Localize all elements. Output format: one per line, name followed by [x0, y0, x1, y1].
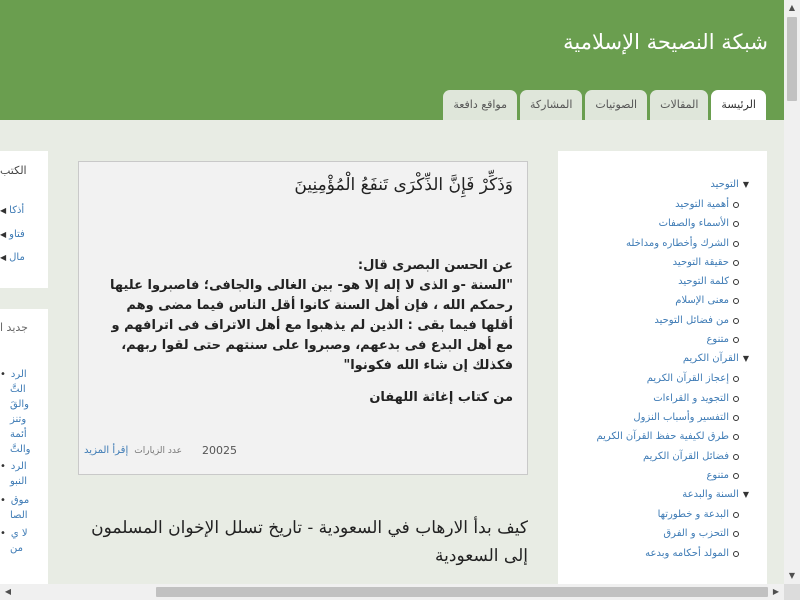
- new-item-link[interactable]: • الرد التَّ والقَ وتنز أئمة والتَّ: [0, 369, 31, 455]
- category-quran[interactable]: ▼القرآن الكريم: [558, 349, 749, 369]
- scroll-down-icon[interactable]: ▼: [788, 571, 796, 580]
- tab-articles[interactable]: المقالات: [650, 90, 708, 120]
- caret-down-icon: ▼: [742, 354, 749, 364]
- books-block: [0, 151, 48, 288]
- subcategory-link[interactable]: من فضائل التوحيد: [558, 311, 749, 330]
- subcategory-link[interactable]: البدعة و خطورتها: [558, 505, 749, 524]
- caret-down-icon: ▼: [742, 490, 749, 500]
- category-group: [558, 485, 749, 563]
- visits-label: عدد الزيارات: [134, 445, 182, 456]
- read-more-link[interactable]: إقرأ المزيد: [84, 445, 129, 456]
- subcategory-link[interactable]: إعجاز القرآن الكريم: [558, 369, 749, 388]
- horizontal-scroll-thumb[interactable]: [156, 587, 768, 597]
- article-line: عن الحسن البصرى قال:: [357, 258, 513, 273]
- scroll-corner: [784, 584, 800, 600]
- subcategory-link[interactable]: الأسماء والصفات: [558, 214, 749, 233]
- subcategory-link[interactable]: كلمة التوحيد: [558, 272, 749, 291]
- block-title: الكتب: [0, 164, 27, 177]
- new-item-link[interactable]: • الرد النبو: [0, 461, 28, 487]
- article-source: من كتاب إغاثة اللهفان: [369, 390, 513, 405]
- article-title: وَذَكِّرْ فَإِنَّ الذِّكْرَى تَنفَعُ الْمُؤْمِنِينَ: [294, 175, 513, 195]
- subcategory-link[interactable]: متنوع: [558, 466, 749, 485]
- subcategory-link[interactable]: معنى الإسلام: [558, 291, 749, 310]
- book-link[interactable]: ◀ فتاو: [0, 229, 25, 240]
- scroll-up-icon[interactable]: ▲: [788, 3, 796, 12]
- new-item-link[interactable]: • لا ي من: [0, 528, 28, 554]
- tab-home[interactable]: الرئيسة: [711, 90, 766, 120]
- subcategory-link[interactable]: التفسير وأسباب النزول: [558, 408, 749, 427]
- second-article-title[interactable]: كيف بدأ الارهاب في السعودية - تاريخ تسلل الإخوان المسلمون إلى السعودية: [91, 518, 528, 566]
- arrow-icon: ◀: [0, 230, 7, 239]
- subcategory-link[interactable]: التجويد و القراءات: [558, 389, 749, 408]
- left-sidebar: [0, 151, 48, 600]
- category-group: [558, 175, 749, 349]
- article-meta: [84, 444, 237, 457]
- subcategory-link[interactable]: التحزب و الفرق: [558, 524, 749, 543]
- subcategory-link[interactable]: فضائل القرآن الكريم: [558, 447, 749, 466]
- tab-audio[interactable]: الصوتيات: [585, 90, 647, 120]
- book-link[interactable]: ◀ أذكا: [0, 205, 25, 216]
- subcategory-link[interactable]: الشرك وأخطاره ومداخله: [558, 234, 749, 253]
- site-title[interactable]: شبكة النصيحة الإسلامية: [563, 30, 768, 54]
- scroll-left-icon[interactable]: ◀: [4, 587, 12, 596]
- block-title: جديد ا: [0, 321, 28, 334]
- vertical-scrollbar[interactable]: [784, 0, 800, 584]
- horizontal-scrollbar[interactable]: [0, 584, 784, 600]
- category-list: [558, 151, 767, 563]
- article-line: "السنة -و الذى لا إله إلا هو- بين الغالى والجافى؛ فاصبروا عليها رحمكم الله ، فإن أهل السنة كانوا أقل الناس فيما مضى وهم أقلها فيما بقى : الذين لم يذهبوا مع أهل الاتراف فى اترافهم و مع أهل البدع فى بدعهم، وصبروا على سنتهم حتى لقوا ربهم، فكذلك إن شاء الله فكونوا": [110, 278, 513, 373]
- category-sunnah[interactable]: ▼السنة والبدعة: [558, 485, 749, 505]
- new-item-link[interactable]: • موق الصا: [0, 495, 30, 521]
- article-body: [95, 256, 513, 408]
- subcategory-link[interactable]: حقيقة التوحيد: [558, 253, 749, 272]
- arrow-icon: ◀: [0, 253, 7, 262]
- vertical-scroll-thumb[interactable]: [787, 17, 797, 101]
- subcategory-list: [558, 369, 749, 485]
- category-group: [558, 349, 749, 485]
- book-link[interactable]: ◀ مال: [0, 252, 25, 263]
- subcategory-link[interactable]: أهمية التوحيد: [558, 195, 749, 214]
- featured-article: [78, 161, 528, 475]
- subcategory-list: [558, 195, 749, 349]
- main-nav-tabs: [443, 90, 766, 120]
- tab-participation[interactable]: المشاركة: [520, 90, 582, 120]
- subcategory-link[interactable]: المولد أحكامه وبدعه: [558, 544, 749, 563]
- site-header: [0, 0, 784, 120]
- subcategory-link[interactable]: طرق لكيفية حفظ القرآن الكريم: [558, 427, 749, 446]
- categories-sidebar: [558, 151, 767, 600]
- scroll-right-icon[interactable]: ▶: [772, 587, 780, 596]
- category-tawheed[interactable]: ▼التوحيد: [558, 175, 749, 195]
- new-content-block: [0, 309, 48, 600]
- arrow-icon: ◀: [0, 206, 7, 215]
- subcategory-link[interactable]: متنوع: [558, 330, 749, 349]
- subcategory-list: [558, 505, 749, 563]
- tab-recommended-sites[interactable]: مواقع دافعة: [443, 90, 517, 120]
- visits-count: 20025: [202, 444, 237, 457]
- caret-down-icon: ▼: [742, 180, 749, 189]
